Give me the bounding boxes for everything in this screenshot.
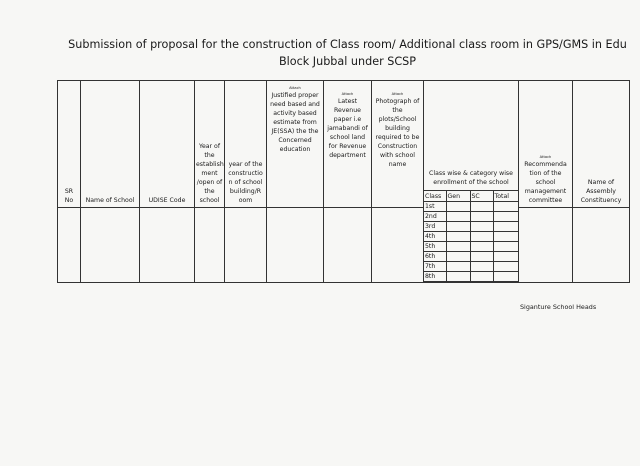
enrollment-row: 3rd — [424, 222, 519, 232]
enrollment-row: 5th — [424, 242, 519, 252]
cell-recommendation[interactable] — [519, 208, 573, 283]
title-line-1: Submission of proposal for the construction of Class room/ Additional class room in GPS/GMS in Edu — [68, 38, 627, 51]
document-title — [60, 36, 635, 70]
attach-note: Attach — [539, 155, 552, 159]
cell-revenue[interactable] — [324, 208, 372, 283]
col-recommendation: Attach Recommenda tion of the school management committee — [519, 81, 573, 208]
cell-photograph[interactable] — [372, 208, 424, 283]
cell-school-name[interactable] — [81, 208, 140, 283]
subheader-gen: Gen — [446, 191, 470, 202]
attach-note: Attach — [391, 92, 404, 96]
cell-estimate[interactable] — [267, 208, 324, 283]
enrollment-header-row — [424, 191, 519, 202]
proposal-table — [57, 80, 630, 283]
col-school-name: Name of School — [81, 81, 140, 208]
enrollment-subtable — [424, 190, 519, 282]
cell-sr-no[interactable] — [58, 208, 81, 283]
cell-assembly-constituency[interactable] — [573, 208, 630, 283]
col-assembly-constituency: Name of Assembly Constituency — [573, 81, 630, 208]
subheader-class: Class — [424, 191, 446, 202]
enrollment-row: 8th — [424, 272, 519, 282]
enrollment-row: 6th — [424, 252, 519, 262]
signature-label: Siganture School Heads — [520, 303, 597, 311]
enrollment-row: 7th — [424, 262, 519, 272]
cell-year-construction[interactable] — [225, 208, 267, 283]
enrollment-row: 1st — [424, 202, 519, 212]
data-row — [58, 208, 630, 283]
cell-udise-code[interactable] — [140, 208, 195, 283]
class-wise-title: Class wise & category wise enrollment of the school — [429, 170, 513, 186]
col-photograph: Attach Photograph of the plots/School building required to be Construction with school name — [372, 81, 424, 208]
col-year-construction: year of the constructio n of school building/R oom — [225, 81, 267, 208]
col-class-wise-enrollment — [424, 81, 519, 283]
header-row — [58, 81, 630, 208]
col-estimate: Attach Justified proper need based and activity based estimate from JE(SSA) the the Concerned education — [267, 81, 324, 208]
col-year-establish: Year of the establish ment /open of the school — [195, 81, 225, 208]
col-sr-no: SR No — [58, 81, 81, 208]
attach-note: Attach — [341, 92, 354, 96]
attach-note: Attach — [289, 86, 301, 90]
title-line-2: Block Jubbal under SCSP — [278, 55, 416, 68]
col-udise-code: UDISE Code — [140, 81, 195, 208]
subheader-total: Total — [493, 191, 519, 202]
subheader-sc: SC — [470, 191, 493, 202]
col-revenue: Attach Latest Revenue paper i.e jamabandi of school land for Revenue department — [324, 81, 372, 208]
enrollment-row: 2nd — [424, 212, 519, 222]
cell-year-establish[interactable] — [195, 208, 225, 283]
enrollment-row: 4th — [424, 232, 519, 242]
